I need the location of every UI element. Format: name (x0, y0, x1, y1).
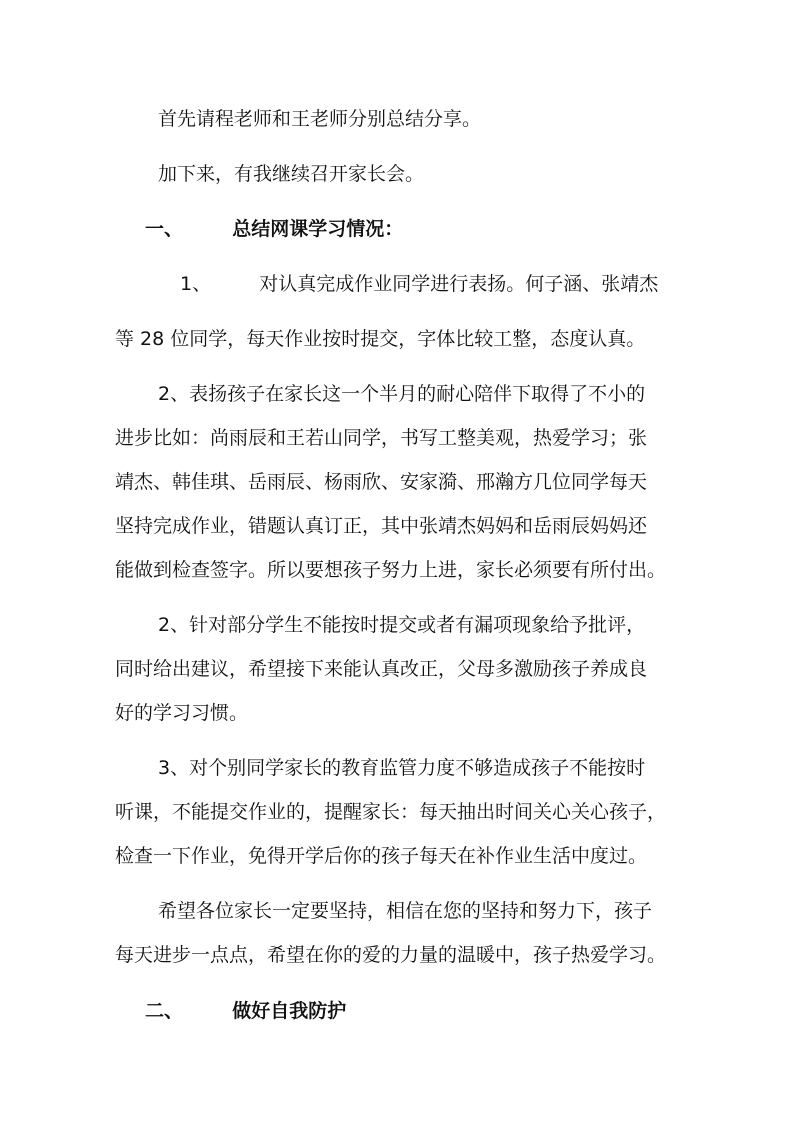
closing-text-2: 每天进步一点点，希望在你的爱的力量的温暖中，孩子热爱学习。 (115, 944, 667, 966)
section-1-heading (145, 217, 710, 241)
closing-text-1: 希望各位家长一定要坚持，相信在您的坚持和努力下，孩子 (158, 900, 653, 922)
item-3-text-3: 检查一下作业，免得开学后你的孩子每天在补作业生活中度过。 (115, 845, 648, 867)
section-2-heading (145, 999, 710, 1023)
intro-line-1 (158, 107, 723, 131)
section-2-title: 做好自我防护 (232, 1000, 347, 1022)
item-3-line-2 (115, 800, 680, 824)
item-1-line-1 (180, 272, 745, 296)
item-2a-line-2 (115, 426, 680, 450)
item-2a-line-3 (115, 470, 680, 494)
section-2-number: 二、 (145, 1000, 184, 1022)
item-2b-text-3: 好的学习习惯。 (115, 702, 249, 724)
item-1-number: 1、 (180, 273, 212, 295)
item-3-text-2: 听课，不能提交作业的，提醒家长：每天抽出时间关心关心孩子， (115, 801, 667, 823)
item-3-text-1: 3、对个别同学家长的教育监管力度不够造成孩子不能按时 (158, 757, 646, 779)
closing-line-2 (115, 943, 680, 967)
item-2a-text-3: 靖杰、韩佳琪、岳雨辰、杨雨欣、安家漪、邢瀚方几位同学每天 (115, 471, 648, 493)
item-3-line-3 (115, 844, 680, 868)
item-2b-line-3 (115, 701, 680, 725)
intro-text-2: 加下来，有我继续召开家长会。 (158, 163, 425, 185)
item-1-line-2 (115, 327, 680, 351)
closing-line-1 (158, 899, 723, 923)
section-1-number: 一、 (145, 218, 184, 240)
intro-text-1: 首先请程老师和王老师分别总结分享。 (158, 108, 482, 130)
item-2a-text-1: 2、表扬孩子在家长这一个半月的耐心陪伴下取得了不小的 (158, 383, 646, 405)
item-2a-text-5: 能做到检查签字。所以要想孩子努力上进，家长必须要有所付出。 (115, 559, 667, 581)
item-2a-text-4: 坚持完成作业，错题认真订正，其中张靖杰妈妈和岳雨辰妈妈还 (115, 515, 648, 537)
item-2b-line-2 (115, 657, 680, 681)
intro-line-2 (158, 162, 723, 186)
item-2a-line-4 (115, 514, 680, 538)
item-2b-text-2: 同时给出建议，希望接下来能认真改正，父母多激励孩子养成良 (115, 658, 648, 680)
item-2a-line-5 (115, 558, 680, 582)
section-1-title: 总结网课学习情况： (232, 218, 404, 240)
item-3-line-1 (158, 756, 723, 780)
item-2a-text-2: 进步比如：尚雨辰和王若山同学，书写工整美观，热爱学习；张 (115, 427, 648, 449)
item-2b-text-1: 2、针对部分学生不能按时提交或者有漏项现象给予批评， (158, 614, 646, 636)
item-2a-line-1 (158, 382, 723, 406)
item-1-text-2: 等 28 位同学，每天作业按时提交，字体比较工整，态度认真。 (115, 328, 646, 350)
item-1-text-1: 对认真完成作业同学进行表扬。何子涵、张靖杰 (259, 273, 659, 295)
item-2b-line-1 (158, 613, 723, 637)
